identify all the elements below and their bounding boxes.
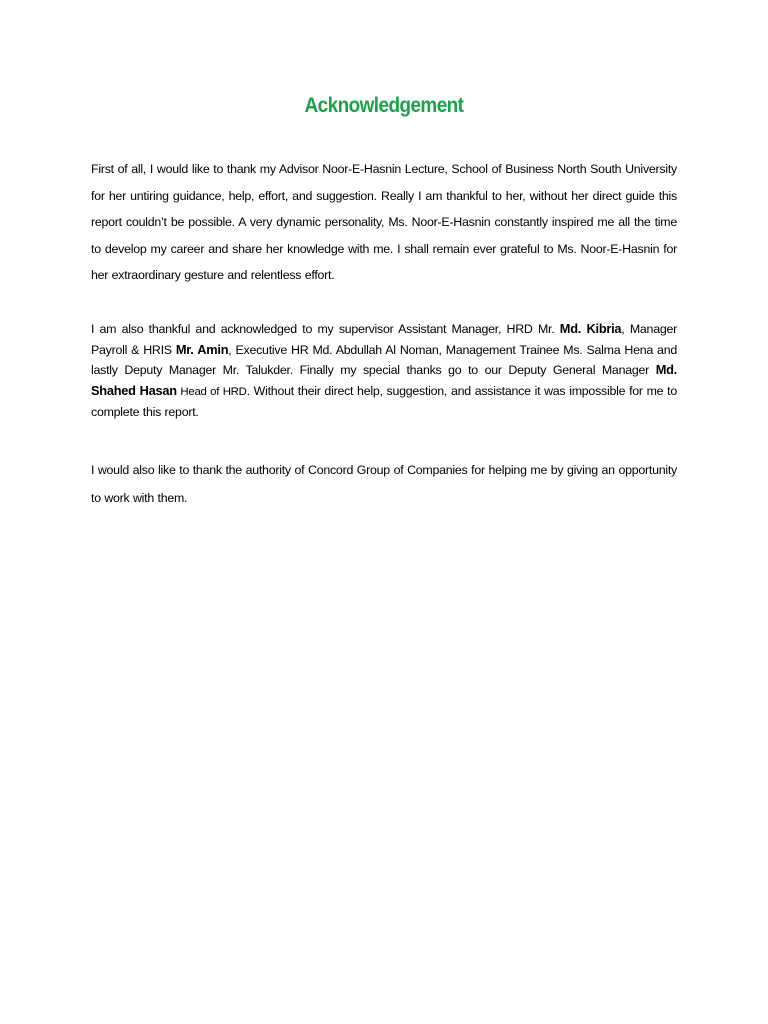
- paragraph-text: . Without their direct help, suggestion, and assistance it was impossible for me to complete this report.: [91, 383, 677, 419]
- page-title: Acknowledgement: [304, 94, 464, 117]
- paragraph-text: I am also thankful and acknowledged to my supervisor Assistant Manager, HRD Mr.: [91, 322, 560, 336]
- person-name-md-shahed-hasan: Md. Shahed Hasan: [91, 362, 677, 398]
- paragraph-supervisor-thanks: [91, 319, 677, 423]
- person-name-md-kibria: Md. Kibria: [559, 321, 622, 336]
- paragraph-text: , Manager Payroll & HRIS: [91, 322, 677, 357]
- paragraph-text: , Executive HR Md. Abdullah Al Noman, Management Trainee Ms. Salma Hena and lastly Deputy Manager Mr. Talukder. Finally my special thanks go to our Deputy General Manager: [91, 342, 677, 377]
- role-head-of-hrd: Head of HRD: [176, 385, 247, 398]
- person-name-mr-amin: Mr. Amin: [175, 341, 229, 357]
- paragraph-advisor-thanks: First of all, I would like to thank my Advisor Noor-E-Hasnin Lecture, School of Business North South University for her untiring guidance, help, effort, and suggestion. Really I am thankful to her, without her direct guide this report couldn’t be possible. A very dynamic personality, Ms. Noor-E-Hasnin constantly inspired me all the time to develop my career and share her knowledge with me. I shall remain ever grateful to Ms. Noor-E-Hasnin for her extraordinary gesture and relentless effort.: [91, 162, 677, 283]
- paragraph-company-thanks: I would also like to thank the authority of Concord Group of Companies for helping me by giving an opportunity to work with them.: [91, 463, 677, 505]
